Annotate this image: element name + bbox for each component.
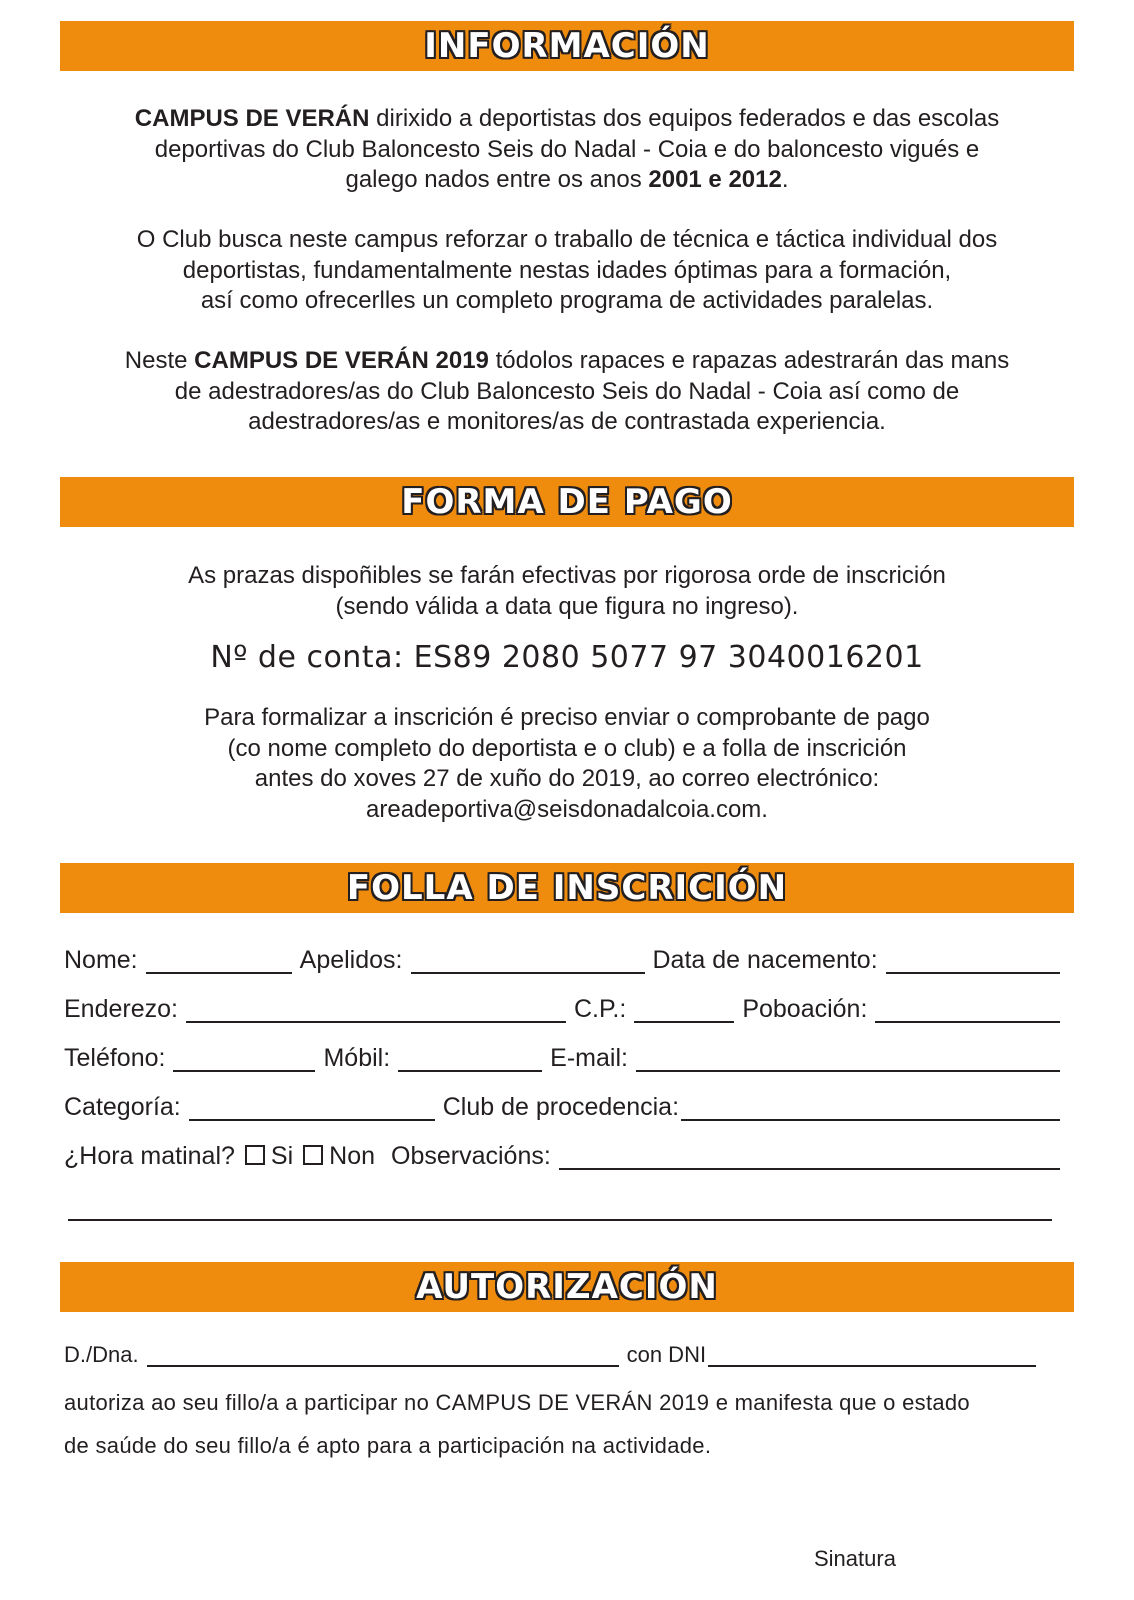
dni-label: con DNI [626,1342,707,1367]
signature-label: Sinatura [814,1546,896,1571]
observacions-label: Observacións: [391,1142,551,1170]
form-row-4 [64,1091,1060,1125]
section-header-forma-pago [60,477,1074,527]
telefono-label: Teléfono: [64,1044,166,1072]
nome-label: Nome: [64,946,138,974]
si-label: Si [270,1142,294,1170]
email-label: E-mail: [550,1044,628,1072]
telefono-field[interactable] [173,1069,315,1072]
poboacion-label: Poboación: [742,995,868,1023]
apelidos-label: Apelidos: [299,946,403,974]
auth-text-line-2: de saúde do seu fillo/a é apto para a participación na actividade. [64,1433,712,1458]
campus-name: CAMPUS DE VERÁN [134,105,370,132]
club-procedencia-field[interactable] [681,1118,1060,1121]
info-paragraph-1: CAMPUS DE VERÁN dirixido a deportistas dos equipos federados e das escolas deportivas do Club Baloncesto Seis do Nadal - Coia e do baloncesto vigués e galego nados entre os anos 2001 e 2012. [134,105,1000,193]
cp-field[interactable] [634,1020,734,1023]
form-row-5 [64,1140,1060,1174]
section-title: INFORMACIÓN [424,26,710,66]
form-row-2 [64,993,1060,1027]
dna-label: D./Dna. [64,1342,139,1367]
bank-account: Nº de conta: ES89 2080 5077 97 3040016201 [210,640,924,675]
poboacion-field[interactable] [875,1020,1060,1023]
categoria-field[interactable] [189,1118,435,1121]
payment-instructions: Para formalizar a inscrición é preciso enviar o comprobante de pago (co nome completo do deportista e o club) e a folla de inscrición antes do xoves 27 de xuño do 2019, ao correo electrónico: areadeportiva@seisdonadalcoia.com. [60,703,1074,825]
mobil-field[interactable] [398,1069,542,1072]
data-nacemento-label: Data de nacemento: [652,946,878,974]
enderezo-label: Enderezo: [64,995,178,1023]
email-field[interactable] [636,1069,1060,1072]
hora-matinal-label: ¿Hora matinal? [64,1142,235,1170]
info-paragraph-3: Neste CAMPUS DE VERÁN 2019 tódolos rapaces e rapazas adestrarán das mans de adestradores/as do Club Baloncesto Seis do Nadal - Coia así como de adestradores/as e monitores/as de contrastada experiencia. [124,347,1010,435]
auth-text-line-1: autoriza ao seu fillo/a a participar no CAMPUS DE VERÁN 2019 e manifesta que o estado [64,1390,970,1415]
observacions-extra-line[interactable] [68,1219,1052,1221]
auth-row [64,1337,1060,1371]
enderezo-field[interactable] [186,1020,566,1023]
non-checkbox[interactable] [303,1145,323,1165]
payment-intro: As prazas dispoñibles se farán efectivas por rigorosa orde de inscrición (sendo válida a data que figura no ingreso). [188,562,946,620]
apelidos-field[interactable] [411,971,645,974]
non-label: Non [329,1142,376,1170]
cp-label: C.P.: [573,995,627,1023]
form-row-1 [64,944,1060,978]
nome-field[interactable] [146,971,292,974]
club-procedencia-label: Club de procedencia: [442,1093,680,1121]
mobil-label: Móbil: [323,1044,391,1072]
info-paragraph-2: O Club busca neste campus reforzar o traballo de técnica e táctica individual dos deportistas, fundamentalmente nestas idades óptimas para a formación, así como ofrecerlles un completo programa de actividades paralelas. [136,226,998,314]
data-nacemento-field[interactable] [886,971,1060,974]
section-header-autorizacion [60,1262,1074,1312]
observacions-field[interactable] [559,1167,1060,1170]
dni-field[interactable] [708,1364,1036,1367]
dna-field[interactable] [147,1364,619,1367]
categoria-label: Categoría: [64,1093,181,1121]
form-row-3 [64,1042,1060,1076]
section-title: FORMA DE PAGO [401,482,733,522]
birth-years: 2001 e 2012 [648,166,782,193]
section-title: AUTORIZACIÓN [416,1267,718,1307]
contact-email: areadeportiva@seisdonadalcoia.com. [366,795,768,823]
section-header-folla [60,863,1074,913]
section-title: FOLLA DE INSCRICIÓN [346,868,788,908]
campus-edition: CAMPUS DE VERÁN 2019 [194,347,489,374]
section-header-informacion [60,21,1074,71]
si-checkbox[interactable] [245,1145,265,1165]
